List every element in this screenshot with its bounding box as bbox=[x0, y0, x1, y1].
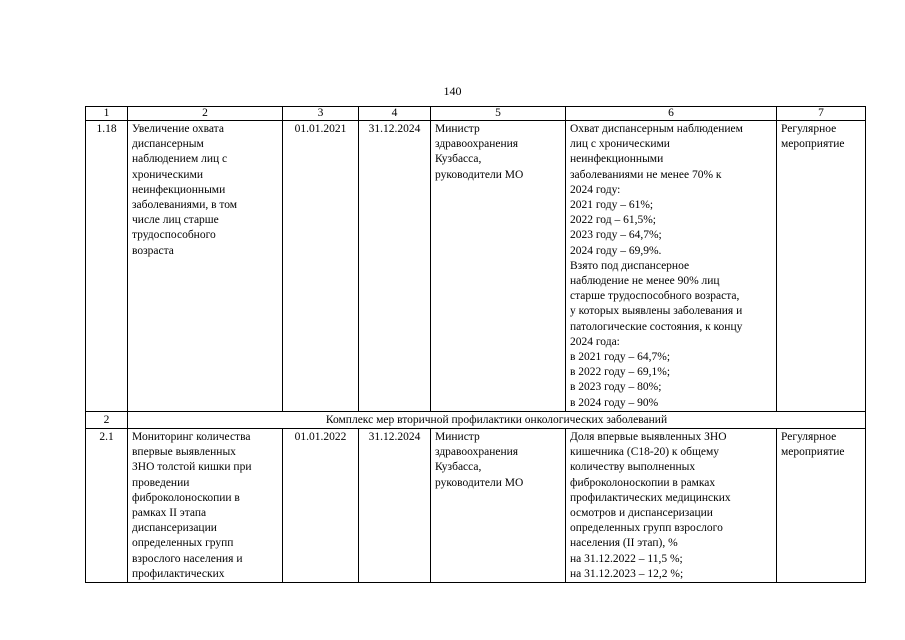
text-line: мероприятие bbox=[781, 138, 845, 151]
result-cell bbox=[566, 429, 777, 583]
text-line: 2024 года: bbox=[570, 335, 620, 348]
text-line: лиц с хроническими bbox=[570, 138, 670, 151]
text-line: Министр bbox=[435, 431, 480, 444]
text-line: 2024 году: bbox=[570, 183, 621, 196]
text-line: Регулярное bbox=[781, 431, 837, 444]
text-line: руководители МО bbox=[435, 476, 524, 489]
text-line: в 2022 году – 69,1%; bbox=[570, 366, 671, 379]
section-number: 2 bbox=[86, 411, 128, 428]
text-line: числе лиц старше bbox=[132, 214, 219, 227]
text-line: Доля впервые выявленных ЗНО bbox=[570, 431, 727, 444]
text-line: в 2024 году – 90% bbox=[570, 396, 659, 409]
text-line: хроническими bbox=[132, 168, 204, 181]
header-cell: 2 bbox=[128, 107, 283, 121]
text-line: определенных групп взрослого bbox=[570, 522, 723, 535]
end-date: 31.12.2024 bbox=[359, 121, 431, 412]
text-line: Кузбасса, bbox=[435, 461, 482, 474]
text-line: рамках II этапа bbox=[132, 507, 207, 520]
text-line: количеству выполненных bbox=[570, 461, 696, 474]
section-row-2 bbox=[86, 411, 866, 428]
responsible-cell bbox=[431, 121, 566, 412]
text-line: диспансеризации bbox=[132, 522, 217, 535]
text-line: фиброколоноскопии в рамках bbox=[570, 476, 716, 489]
text-line: Кузбасса, bbox=[435, 153, 482, 166]
row-number: 2.1 bbox=[86, 429, 128, 583]
text-line: неинфекционными bbox=[570, 153, 664, 166]
measure-name-cell bbox=[128, 121, 283, 412]
text-line: трудоспособного bbox=[132, 229, 216, 242]
text-line: на 31.12.2023 – 12,2 %; bbox=[570, 567, 684, 580]
text-line: возраста bbox=[132, 244, 174, 257]
text-line: в 2023 году – 80%; bbox=[570, 381, 662, 394]
result-cell bbox=[566, 121, 777, 412]
text-line: Увеличение охвата bbox=[132, 123, 224, 135]
text-line: профилактических bbox=[132, 567, 225, 580]
text-line: 2024 году – 69,9%. bbox=[570, 244, 662, 257]
text-line: здравоохранения bbox=[435, 446, 519, 459]
text-line: населения (II этап), % bbox=[570, 537, 678, 550]
text-line: диспансерным bbox=[132, 138, 204, 151]
measure-type-cell bbox=[777, 429, 866, 583]
text-line: 2022 год – 61,5%; bbox=[570, 214, 656, 227]
text-line: патологические состояния, к концу bbox=[570, 320, 743, 333]
text-line: мероприятие bbox=[781, 446, 845, 459]
text-line: ЗНО толстой кишки при bbox=[132, 461, 252, 474]
text-line: на 31.12.2022 – 11,5 %; bbox=[570, 552, 683, 565]
text-line: наблюдением лиц с bbox=[132, 153, 228, 166]
text-line: Мониторинг количества bbox=[132, 431, 251, 444]
header-cell: 1 bbox=[86, 107, 128, 121]
text-line: здравоохранения bbox=[435, 138, 519, 151]
header-cell: 7 bbox=[777, 107, 866, 121]
text-line: старше трудоспособного возраста, bbox=[570, 290, 740, 303]
text-line: кишечника (С18-20) к общему bbox=[570, 446, 719, 459]
page-number: 140 bbox=[443, 84, 462, 98]
text-line: у которых выявлены заболевания и bbox=[570, 305, 743, 318]
text-line: Охват диспансерным наблюдением bbox=[570, 123, 743, 135]
text-line: взрослого населения и bbox=[132, 552, 243, 565]
text-line: в 2021 году – 64,7%; bbox=[570, 351, 671, 364]
measure-name-cell bbox=[128, 429, 283, 583]
text-line: профилактических медицинских bbox=[570, 491, 731, 504]
text-line: Министр bbox=[435, 123, 480, 135]
text-line: Регулярное bbox=[781, 123, 837, 135]
header-cell: 5 bbox=[431, 107, 566, 121]
header-cell: 3 bbox=[283, 107, 359, 121]
text-line: осмотров и диспансеризации bbox=[570, 507, 713, 520]
text-line: 2023 году – 64,7%; bbox=[570, 229, 662, 242]
start-date: 01.01.2022 bbox=[283, 429, 359, 583]
responsible-cell bbox=[431, 429, 566, 583]
start-date: 01.01.2021 bbox=[283, 121, 359, 412]
section-title: Комплекс мер вторичной профилактики онкологических заболеваний bbox=[128, 411, 866, 428]
text-line: неинфекционными bbox=[132, 183, 226, 196]
text-line: наблюдение не менее 90% лиц bbox=[570, 275, 720, 288]
text-line: 2021 году – 61%; bbox=[570, 199, 654, 212]
header-cell: 6 bbox=[566, 107, 777, 121]
header-cell: 4 bbox=[359, 107, 431, 121]
end-date: 31.12.2024 bbox=[359, 429, 431, 583]
measure-type-cell bbox=[777, 121, 866, 412]
table-row-2-1 bbox=[86, 429, 866, 583]
text-line: заболеваниями, в том bbox=[132, 199, 238, 212]
text-line: определенных групп bbox=[132, 537, 234, 550]
text-line: фиброколоноскопии в bbox=[132, 491, 240, 504]
text-line: заболеваниями не менее 70% к bbox=[570, 168, 722, 181]
measures-table bbox=[85, 106, 866, 583]
text-line: Взято под диспансерное bbox=[570, 259, 690, 272]
text-line: проведении bbox=[132, 476, 190, 489]
table-row-1-18 bbox=[86, 121, 866, 412]
text-line: руководители МО bbox=[435, 168, 524, 181]
text-line: впервые выявленных bbox=[132, 446, 236, 459]
row-number: 1.18 bbox=[86, 121, 128, 412]
header-row bbox=[86, 107, 866, 121]
